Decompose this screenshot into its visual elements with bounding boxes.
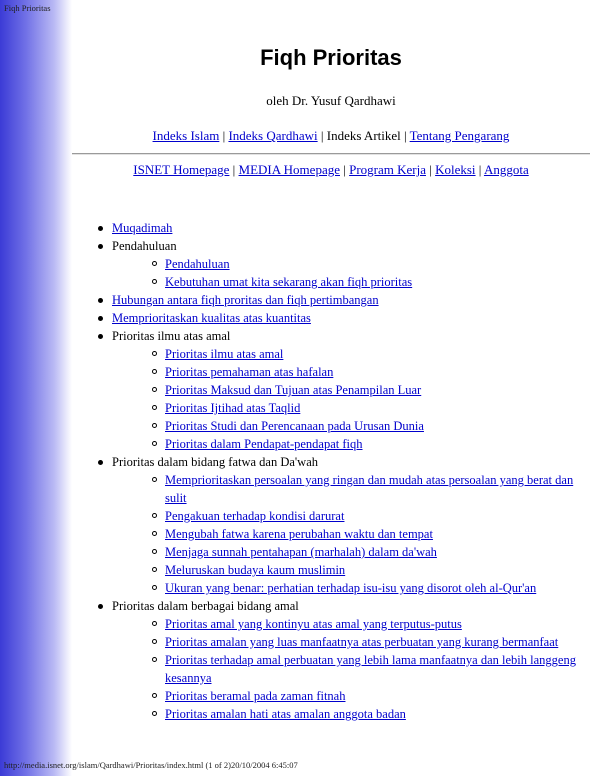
toc-subitem [152,543,588,561]
toc-subitem [152,435,588,453]
nav-link-indeks-qardhawi[interactable]: Indeks Qardhawi [228,128,318,143]
toc-sublink[interactable]: Menjaga sunnah pentahapan (marhalah) dalam da'wah [165,545,437,559]
toc-heading: Prioritas dalam bidang fatwa dan Da'wah [112,455,319,469]
toc-sublist [112,345,588,453]
nav-link-anggota[interactable]: Anggota [483,162,529,177]
nav-separator: | [219,128,229,143]
toc-sublink[interactable]: Pendahuluan [165,257,230,271]
toc-sublink[interactable]: Prioritas ilmu atas amal [165,347,284,361]
toc-heading: Prioritas dalam berbagai bidang amal [112,599,299,613]
nav-link-isnet-homepage[interactable]: ISNET Homepage [133,162,230,177]
toc-subitem [152,525,588,543]
toc-subitem [152,615,588,633]
toc-subitem [152,651,588,687]
index-nav [72,128,590,144]
toc-subitem [152,273,588,291]
nav-link-indeks-islam[interactable]: Indeks Islam [152,128,220,143]
nav-separator: | [425,162,436,177]
toc-subitem [152,471,588,507]
toc-subitem [152,507,588,525]
toc-item [98,291,588,309]
toc-subitem [152,417,588,435]
toc-link[interactable]: Muqadimah [112,221,173,235]
site-nav [72,162,590,178]
toc-item [98,327,588,453]
toc-item [98,597,588,723]
toc-sublink[interactable]: Prioritas dalam Pendapat-pendapat fiqh [165,437,363,451]
toc-item [98,453,588,597]
main-content [72,0,600,776]
nav-separator: | [475,162,484,177]
toc-sublink[interactable]: Ukuran yang benar: perhatian terhadap isu-isu yang disorot oleh al-Qur'an [165,581,537,595]
toc-subitem [152,633,588,651]
nav-link-program-kerja[interactable]: Program Kerja [349,162,426,177]
toc-subitem [152,363,588,381]
nav-link-indeks-artikel: Indeks Artikel [326,128,401,143]
table-of-contents [98,219,588,723]
toc-sublink[interactable]: Prioritas terhadap amal perbuatan yang lebih lama manfaatnya dan lebih langgeng kesannya [165,653,576,685]
toc-sublink[interactable]: Prioritas Ijtihad atas Taqlid [165,401,301,415]
toc-sublink[interactable]: Kebutuhan umat kita sekarang akan fiqh prioritas [165,275,413,289]
toc-subitem [152,399,588,417]
nav-separator: | [339,162,350,177]
nav-link-koleksi[interactable]: Koleksi [435,162,476,177]
author-line: oleh Dr. Yusuf Qardhawi [266,93,396,108]
toc-item [98,237,588,291]
toc-heading: Prioritas ilmu atas amal [112,329,231,343]
toc-heading: Pendahuluan [112,239,177,253]
toc-subitem [152,561,588,579]
toc-sublink[interactable]: Prioritas amal yang kontinyu atas amal yang terputus-putus [165,617,462,631]
toc-link[interactable]: Memprioritaskan kualitas atas kuantitas [112,311,311,325]
toc-sublist [112,255,588,291]
divider [72,153,590,155]
toc-item [98,309,588,327]
toc-sublink[interactable]: Pengakuan terhadap kondisi darurat [165,509,345,523]
nav-separator: | [229,162,239,177]
print-header: Fiqh Prioritas [4,3,51,13]
print-footer: http://media.isnet.org/islam/Qardhawi/Prioritas/index.html (1 of 2)20/10/2004 6:45:07 [4,760,298,770]
toc-item [98,219,588,237]
toc-subitem [152,687,588,705]
left-gradient-bar [0,0,72,776]
page-title: Fiqh Prioritas [260,45,402,70]
toc-link[interactable]: Hubungan antara fiqh proritas dan fiqh pertimbangan [112,293,379,307]
toc-sublink[interactable]: Prioritas pemahaman atas hafalan [165,365,334,379]
toc-sublink[interactable]: Prioritas Studi dan Perencanaan pada Urusan Dunia [165,419,424,433]
nav-link-media-homepage[interactable]: MEDIA Homepage [238,162,340,177]
toc-subitem [152,381,588,399]
toc-subitem [152,705,588,723]
toc-sublink[interactable]: Prioritas Maksud dan Tujuan atas Penampilan Luar [165,383,422,397]
toc-subitem [152,579,588,597]
toc-sublist [112,615,588,723]
toc-sublink[interactable]: Prioritas amalan yang luas manfaatnya atas perbuatan yang kurang bermanfaat [165,635,559,649]
nav-separator: | [317,128,327,143]
toc-sublink[interactable]: Meluruskan budaya kaum muslimin [165,563,346,577]
toc-sublink[interactable]: Prioritas amalan hati atas amalan anggota badan [165,707,406,721]
toc-sublink[interactable]: Prioritas beramal pada zaman fitnah [165,689,346,703]
toc-subitem [152,255,588,273]
nav-link-tentang-pengarang[interactable]: Tentang Pengarang [409,128,510,143]
toc-subitem [152,345,588,363]
nav-separator: | [400,128,410,143]
toc-sublist [112,471,588,597]
toc-sublink[interactable]: Memprioritaskan persoalan yang ringan dan mudah atas persoalan yang berat dan sulit [165,473,574,505]
toc-sublink[interactable]: Mengubah fatwa karena perubahan waktu dan tempat [165,527,433,541]
